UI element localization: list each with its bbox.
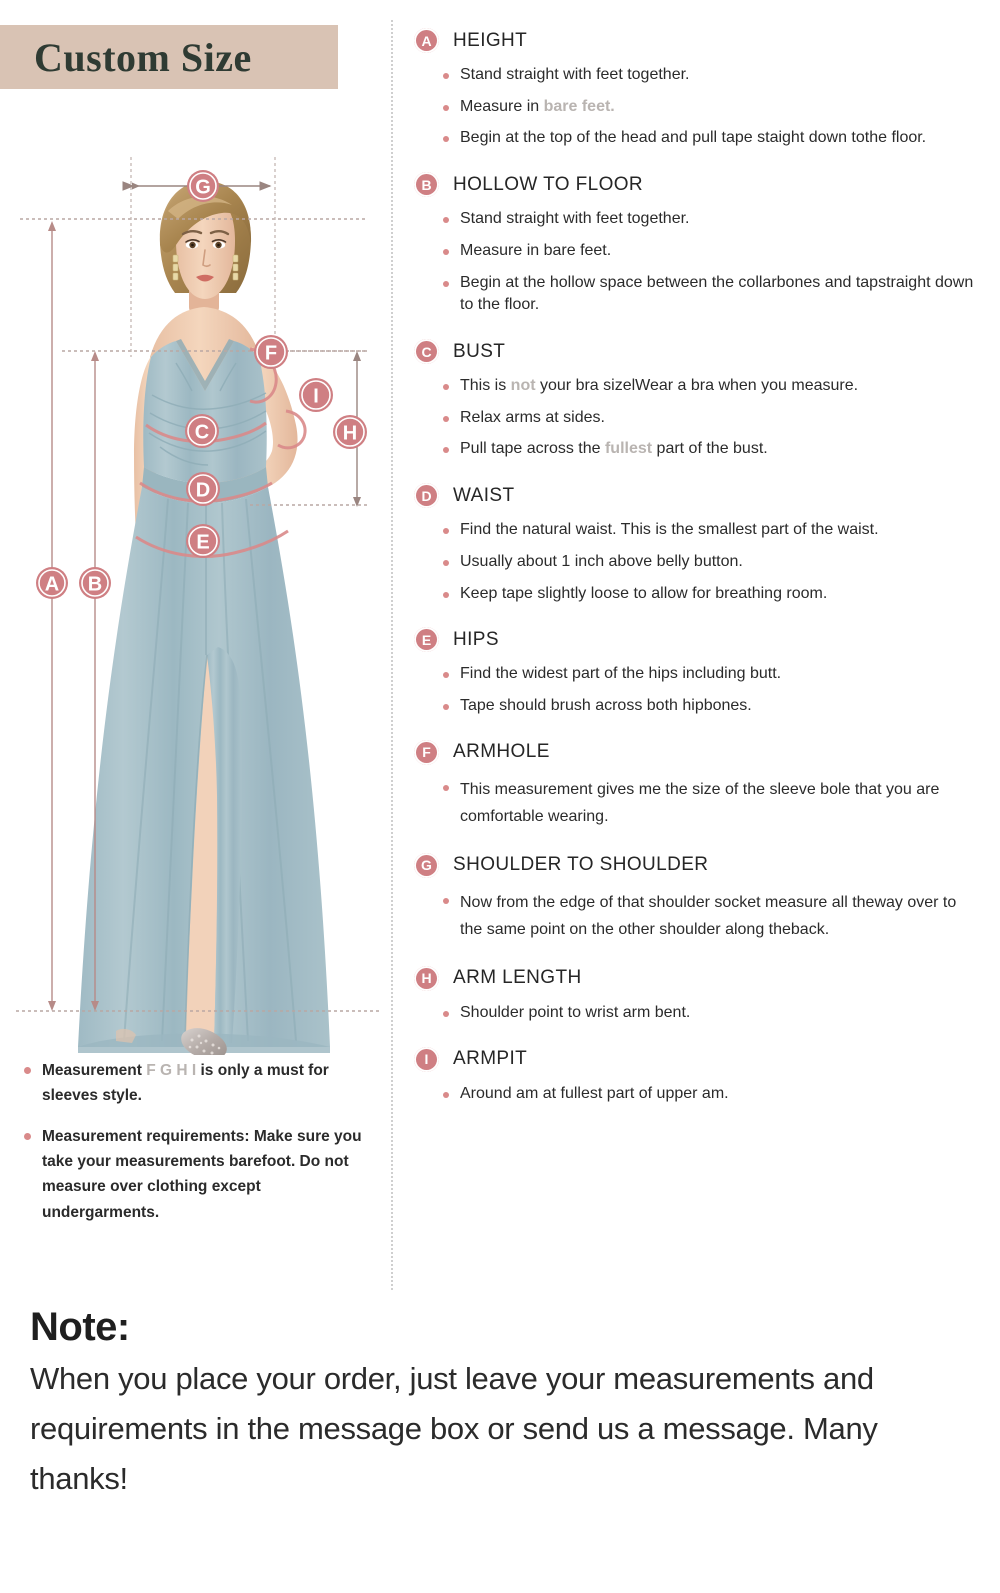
bullet-text <box>460 240 611 263</box>
measurement-illustration <box>0 95 392 1055</box>
bullet-item <box>414 240 989 263</box>
text-run: Stand straight with feet together. <box>460 66 690 83</box>
section-header <box>414 627 989 652</box>
bullet-dot-icon <box>443 592 449 598</box>
badge-e-icon <box>414 627 439 652</box>
section-bullet-list <box>414 776 989 831</box>
measurement-section-d <box>414 483 989 605</box>
section-title: HOLLOW TO FLOOR <box>453 173 644 195</box>
bullet-item <box>414 127 989 150</box>
measurement-section-i <box>414 1047 989 1106</box>
measurement-section-f <box>414 740 989 831</box>
text-run: Find the widest part of the hips including butt. <box>460 665 782 683</box>
svg-text:E: E <box>196 531 210 554</box>
badge-letter: G <box>421 857 432 874</box>
badge-c-icon <box>414 339 439 364</box>
text-run: part of the bust. <box>652 440 768 458</box>
text-run: Pull tape across the <box>460 440 605 458</box>
section-bullet-list <box>414 519 989 605</box>
bullet-dot-icon <box>443 898 449 904</box>
bullet-text <box>460 96 615 119</box>
measurement-section-b <box>414 172 989 317</box>
note-heading: Note: <box>30 1305 130 1349</box>
text-run: Around am at fullest part of upper am. <box>460 1084 729 1102</box>
badge-d-icon <box>414 483 439 508</box>
bullet-item <box>414 889 989 944</box>
badge-g-icon <box>414 853 439 878</box>
badge-b-icon <box>414 172 439 197</box>
muted-term: not <box>510 377 536 395</box>
muted-term: F G H I <box>146 1062 197 1079</box>
bullet-item <box>414 96 989 119</box>
bullet-text <box>460 1083 729 1106</box>
bullet-item <box>414 551 989 574</box>
badge-letter: I <box>424 1051 429 1068</box>
column-divider <box>391 20 393 1290</box>
bullet-dot-icon <box>443 447 449 453</box>
text-run: Begin at the top of the head and pull tape staight down tothe floor. <box>460 129 927 147</box>
section-header <box>414 740 989 765</box>
badge-letter: F <box>422 744 431 761</box>
text-run: is only a must for sleeves style. <box>42 1062 329 1105</box>
bullet-dot-icon <box>443 560 449 566</box>
measurement-section-e <box>414 627 989 717</box>
bullet-dot-icon <box>443 528 449 534</box>
bullet-item <box>414 272 989 317</box>
bullet-dot-icon <box>443 136 449 142</box>
muted-term: bare feet. <box>543 97 615 115</box>
bullet-item <box>414 1083 989 1106</box>
badge-f-icon <box>414 740 439 765</box>
section-title: ARMHOLE <box>453 741 550 763</box>
bullet-item <box>414 663 989 686</box>
section-title: ARM LENGTH <box>453 967 582 989</box>
text-run: Relax arms at sides. <box>460 408 605 426</box>
bullet-text <box>460 272 980 317</box>
bullet-item <box>414 1002 989 1025</box>
section-bullet-list <box>414 889 989 944</box>
text-run: Measure in bare feet. <box>460 241 612 259</box>
note-body: When you place your order, just leave your measurements and requirements in the message box or send us a message. Many thanks! <box>30 1361 878 1497</box>
section-header <box>414 172 989 197</box>
left-note-text <box>42 1058 382 1108</box>
section-header <box>414 483 989 508</box>
bullet-dot-icon <box>443 217 449 223</box>
bullet-dot-icon <box>443 384 449 390</box>
svg-text:H: H <box>342 422 358 445</box>
badge-letter: A <box>421 32 432 49</box>
bullet-text <box>460 64 689 87</box>
text-run: Measure in <box>460 97 544 115</box>
section-header <box>414 1047 989 1072</box>
left-note-item <box>24 1058 382 1108</box>
section-title: BUST <box>453 340 506 362</box>
bullet-dot-icon <box>443 672 449 678</box>
bullet-text <box>460 1002 690 1025</box>
svg-text:D: D <box>195 479 211 502</box>
text-run: This is <box>460 377 511 395</box>
left-notes-list <box>24 1058 382 1241</box>
measurement-section-c <box>414 339 989 461</box>
bullet-text <box>460 551 743 574</box>
bullet-item <box>414 776 989 831</box>
section-title: HEIGHT <box>453 29 528 51</box>
bullet-text <box>460 438 768 461</box>
bullet-dot-icon <box>443 281 449 287</box>
text-run: Find the natural waist. This is the smallest part of the waist. <box>460 521 879 539</box>
bullet-text <box>460 208 689 231</box>
badge-letter: C <box>421 343 432 360</box>
section-bullet-list <box>414 1002 989 1025</box>
badge-letter: H <box>421 970 432 987</box>
bullet-item <box>414 695 989 718</box>
svg-text:F: F <box>264 342 278 365</box>
section-bullet-list <box>414 208 989 317</box>
bullet-dot-icon <box>443 785 449 791</box>
bullet-text <box>460 663 781 686</box>
bullet-item <box>414 208 989 231</box>
bullet-item <box>414 375 989 398</box>
svg-text:A: A <box>44 573 60 596</box>
section-bullet-list <box>414 375 989 461</box>
bullet-dot-icon <box>443 1092 449 1098</box>
section-header <box>414 28 989 53</box>
measurement-instructions <box>414 28 989 1127</box>
svg-text:B: B <box>87 573 103 596</box>
bullet-item <box>414 407 989 430</box>
bullet-text <box>460 889 980 944</box>
note-block <box>30 1305 980 1505</box>
left-note-text <box>42 1124 382 1224</box>
section-title: ARMPIT <box>453 1048 528 1070</box>
badge-letter: D <box>421 487 432 504</box>
badge-a-icon <box>414 28 439 53</box>
svg-text:C: C <box>194 421 210 444</box>
text-run: Tape should brush across both hipbones. <box>460 697 752 715</box>
text-run: Begin at the hollow space between the collarbones and tapstraight down to the floor. <box>460 273 974 314</box>
bullet-text <box>460 695 752 718</box>
section-title: SHOULDER TO SHOULDER <box>453 854 709 876</box>
svg-text:G: G <box>195 176 211 199</box>
badge-letter: E <box>421 631 432 648</box>
svg-text:I: I <box>313 385 319 408</box>
bullet-dot-icon <box>443 704 449 710</box>
text-run: Now from the edge of that shoulder socket measure all theway over to the same point on the other shoulder along theback. <box>460 893 957 939</box>
title-banner <box>0 25 338 89</box>
bullet-dot-icon <box>443 1011 449 1017</box>
text-run: your bra sizelWear a bra when you measure. <box>535 377 859 395</box>
muted-term: fullest <box>604 440 653 458</box>
bullet-dot-icon <box>24 1133 31 1140</box>
section-header <box>414 966 989 991</box>
bullet-item <box>414 64 989 87</box>
bullet-text <box>460 583 827 606</box>
measurement-section-g <box>414 853 989 944</box>
bullet-text <box>460 776 980 831</box>
text-run: Stand straight with feet together. <box>460 210 690 228</box>
bullet-text <box>460 519 879 542</box>
badge-letter: B <box>421 176 432 193</box>
section-title: WAIST <box>453 484 515 506</box>
bullet-dot-icon <box>443 105 449 111</box>
bullet-text <box>460 407 605 430</box>
left-note-item <box>24 1124 382 1224</box>
section-header <box>414 339 989 364</box>
text-run: Measurement requirements: Make sure you take your measurements barefoot. Do not measure over clothing except undergarments. <box>42 1128 362 1221</box>
measurement-section-a <box>414 28 989 150</box>
bullet-item <box>414 438 989 461</box>
section-header <box>414 853 989 878</box>
bullet-dot-icon <box>443 416 449 422</box>
section-bullet-list <box>414 663 989 717</box>
badge-i-icon <box>414 1047 439 1072</box>
section-bullet-list <box>414 64 989 150</box>
bullet-item <box>414 519 989 542</box>
text-run: This measurement gives me the size of the sleeve bole that you are comfortable wearing. <box>460 780 940 826</box>
text-run: Shoulder point to wrist arm bent. <box>460 1003 691 1021</box>
bullet-dot-icon <box>443 73 449 79</box>
text-run: Usually about 1 inch above belly button. <box>460 552 743 570</box>
section-title: HIPS <box>453 628 499 650</box>
model-figure <box>78 181 330 1055</box>
bullet-dot-icon <box>443 249 449 255</box>
measurement-section-h <box>414 966 989 1025</box>
bullet-dot-icon <box>24 1067 31 1074</box>
bullet-text <box>460 127 926 150</box>
bullet-item <box>414 583 989 606</box>
section-bullet-list <box>414 1083 989 1106</box>
page-title: Custom Size <box>34 34 252 80</box>
text-run: Keep tape slightly loose to allow for breathing room. <box>460 584 828 602</box>
text-run: Measurement <box>42 1062 147 1079</box>
bullet-text <box>460 375 858 398</box>
badge-h-icon <box>414 966 439 991</box>
